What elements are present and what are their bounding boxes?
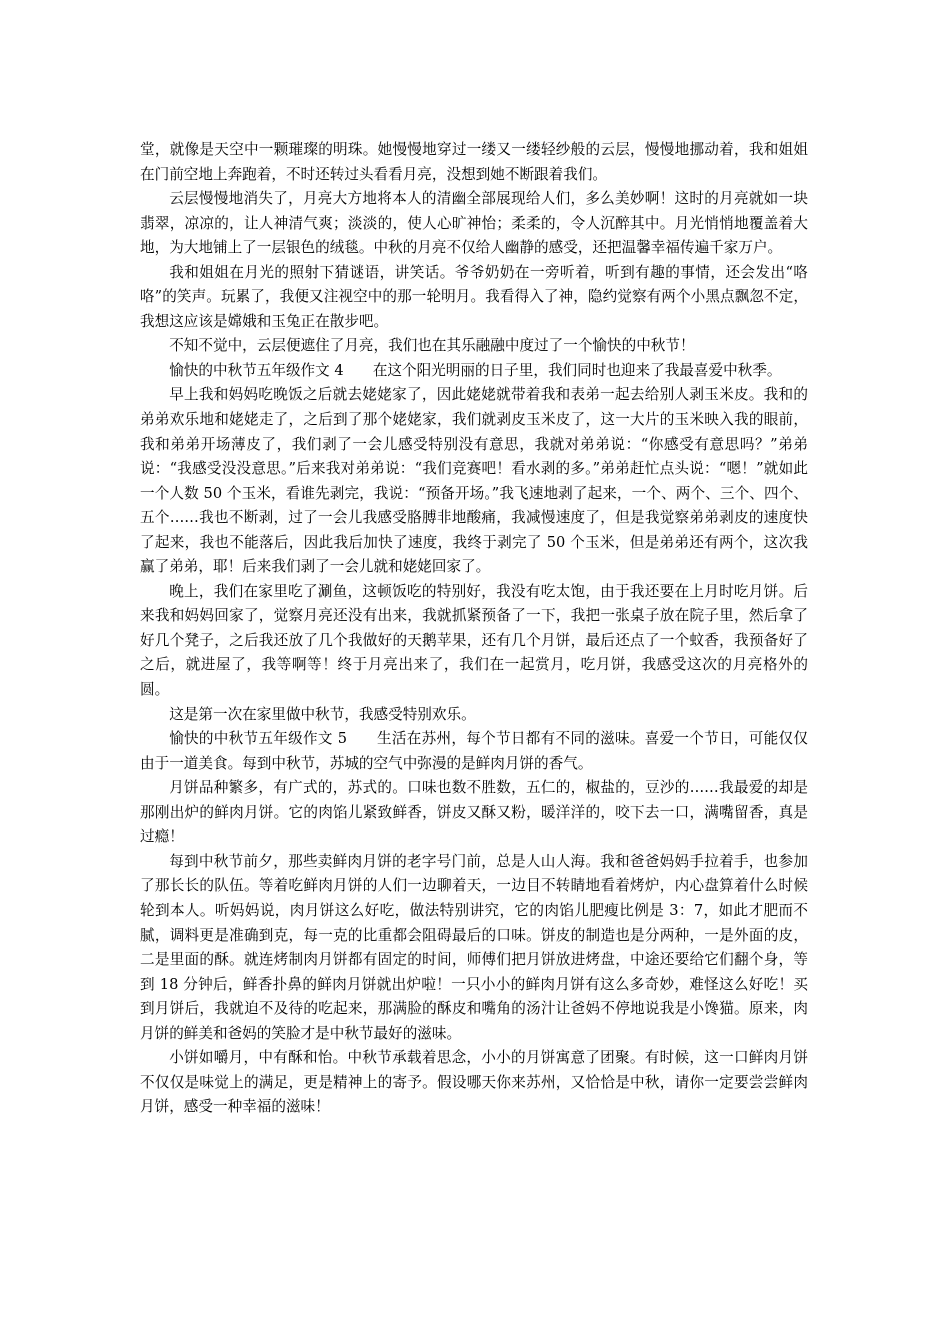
paragraph-continuation: 堂，就像是天空中一颗璀璨的明珠。她慢慢地穿过一缕又一缕轻纱般的云层，慢慢地挪动着，我和姐姐在门前空地上奔跑着，不时还转过头看看月亮，没想到她不断跟着我们。 <box>140 141 808 183</box>
paragraph: 月饼品种繁多，有广式的，苏式的。口味也数不胜数，五仁的，椒盐的，豆沙的……我最爱的却是那刚出炉的鲜肉月饼。它的肉馅儿紧致鲜香，饼皮又酥又粉，暖洋洋的，咬下去一口，满嘴留香，真是过瘾！ <box>140 779 808 846</box>
paragraph: 早上我和妈妈吃晚饭之后就去姥姥家了，因此姥姥就带着我和表弟一起去给别人剥玉米皮。我和的弟弟欢乐地和姥姥走了，之后到了那个姥姥家，我们就剥皮玉米皮了，这一大片的玉米映入我的眼前，我和弟弟开场薄皮了，我们剥了一会儿感受特别没有意思，我就对弟弟说：“你感受有意思吗？”弟弟说：“我感受没没意思。”后来我对弟弟说：“我们竞赛吧！看水剥的多。”弟弟赶忙点头说：“嗯！”就如此一个人数 50 个玉米，看谁先剥完，我说：“预备开场。”我飞速地剥了起来，一个、两个、三个、四个、五个……我也不断剥，过了一会儿我感受胳膊非地酸痛，我减慢速度了，但是我觉察弟弟剥皮的速度快了起来，我也不能落后，因此我后加快了速度，我终于剥完了 50 个玉米，但是弟弟还有两个，这次我赢了弟弟，耶！后来我们剥了一会儿就和姥姥回家了。 <box>140 386 808 576</box>
paragraph: 这是第一次在家里做中秋节，我感受特别欢乐。 <box>169 705 476 723</box>
essay-heading-5: 愉快的中秋节五年级作文 5 生活在苏州，每个节日都有不同的滋味。喜爱一个节日，可能仅仅由于一道美食。每到中秋节，苏城的空气中弥漫的是鲜肉月饼的香气。 <box>140 730 808 772</box>
paragraph: 不知不觉中，云层便遮住了月亮，我们也在其乐融融中度过了一个愉快的中秋节！ <box>169 337 695 355</box>
paragraph: 我和姐姐在月光的照射下猜谜语，讲笑话。爷爷奶奶在一旁听着，听到有趣的事情，还会发出“咯咯”的笑声。玩累了，我便又注视空中的那一轮明月。我看得入了神，隐约觉察有两个小黑点飘忽不定，我想这应该是嫦娥和玉兔正在散步吧。 <box>140 263 808 330</box>
document-page <box>140 138 808 1120</box>
paragraph: 每到中秋节前夕，那些卖鲜肉月饼的老字号门前，总是人山人海。我和爸爸妈妈手拉着手，也参加了那长长的队伍。等着吃鲜肉月饼的人们一边聊着天，一边目不转睛地看着烤炉，内心盘算着什么时候轮到本人。听妈妈说，肉月饼这么好吃，做法特别讲究，它的肉馅儿肥瘦比例是 3：7，如此才肥而不腻，调料更是准确到克，每一克的比重都会阻碍最后的口味。饼皮的制造也是分两种，一是外面的皮，二是里面的酥。就连烤制肉月饼都有固定的时间，师傅们把月饼放进烤盘，中途还要给它们翻个身，等到 18 分钟后，鲜香扑鼻的鲜肉月饼就出炉啦！一只小小的鲜肉月饼有这么多奇妙，难怪这么好吃！买到月饼后，我就迫不及待的吃起来，那满脸的酥皮和嘴角的汤汁让爸妈不停地说我是小馋猫。原来，肉月饼的鲜美和爸妈的笑脸才是中秋节最好的滋味。 <box>140 852 808 1042</box>
paragraph: 小饼如嚼月，中有酥和怡。中秋节承载着思念，小小的月饼寓意了团聚。有时候，这一口鲜肉月饼不仅仅是味觉上的满足，更是精神上的寄予。假设哪天你来苏州，又恰恰是中秋，请你一定要尝尝鲜肉月饼，感受一种幸福的滋味！ <box>140 1049 808 1116</box>
paragraph: 云层慢慢地消失了，月亮大方地将本人的清幽全部展现给人们，多么美妙啊！这时的月亮就如一块翡翠，凉凉的，让人神清气爽；淡淡的，使人心旷神怡；柔柔的，令人沉醉其中。月光悄悄地覆盖着大地，为大地铺上了一层银色的绒毯。中秋的月亮不仅给人幽静的感受，还把温馨幸福传遍千家万户。 <box>140 190 808 257</box>
essay-heading-4: 愉快的中秋节五年级作文 4 在这个阳光明丽的日子里，我们同时也迎来了我最喜爱中秋季。 <box>169 361 782 379</box>
paragraph: 晚上，我们在家里吃了涮鱼，这顿饭吃的特别好，我没有吃太饱，由于我还要在上月时吃月饼。后来我和妈妈回家了，觉察月亮还没有出来，我就抓紧预备了一下，我把一张桌子放在院子里，然后拿了好几个凳子，之后我还放了几个我做好的天鹅苹果，还有几个月饼，最后还点了一个蚊香，我预备好了之后，就进屋了，我等啊等！终于月亮出来了，我们在一起赏月，吃月饼，我感受这次的月亮格外的圆。 <box>140 582 808 699</box>
